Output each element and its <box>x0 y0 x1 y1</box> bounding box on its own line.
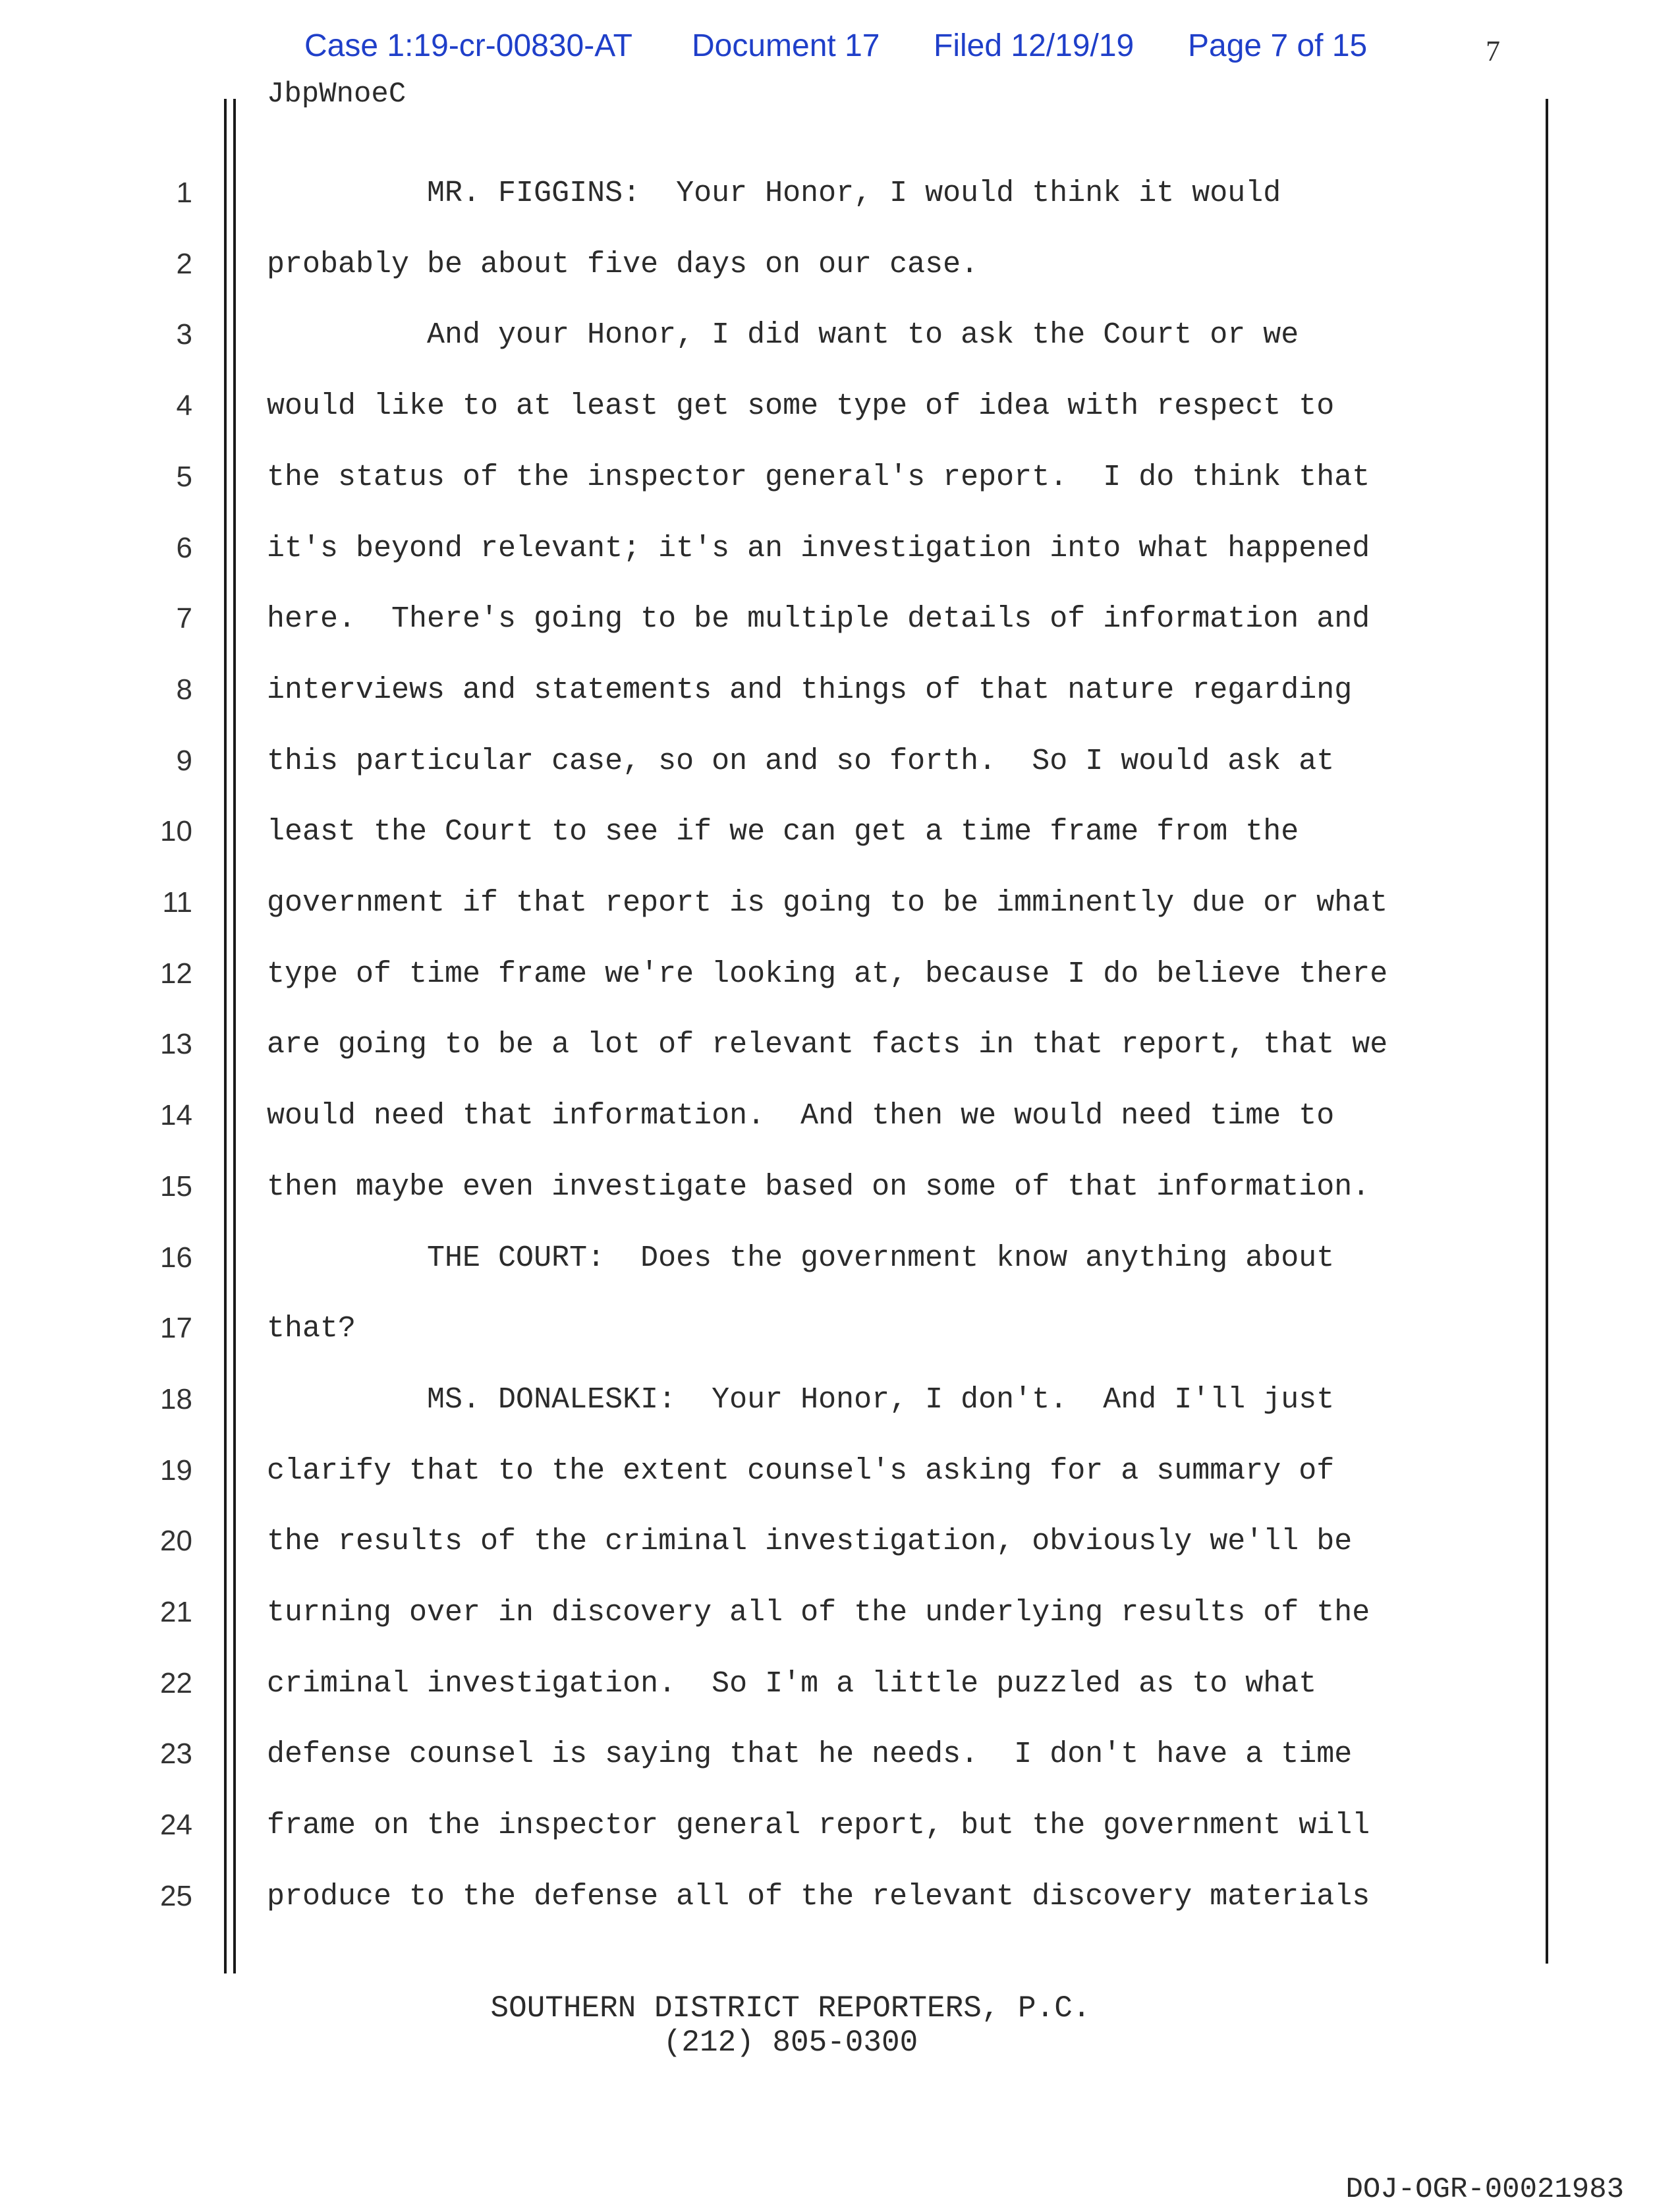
line-number: 12 <box>160 957 192 990</box>
line-number: 16 <box>160 1241 192 1274</box>
line-number: 25 <box>160 1880 192 1912</box>
line-number: 5 <box>176 461 192 493</box>
transcript-line: MS. DONALESKI: Your Honor, I don't. And I'll just <box>267 1383 1335 1417</box>
transcript-page-number: 7 <box>1486 35 1500 67</box>
right-margin-rule <box>1546 99 1548 1964</box>
reporter-name: SOUTHERN DISTRICT REPORTERS, P.C. <box>490 1991 1091 2026</box>
transcript-line: then maybe even investigate based on some of that information. <box>267 1170 1370 1204</box>
transcript-line: frame on the inspector general report, but the government will <box>267 1809 1370 1842</box>
left-margin-rule-outer <box>224 99 227 1973</box>
line-number: 11 <box>162 886 192 919</box>
line-number: 7 <box>176 602 192 635</box>
line-number: 15 <box>160 1170 192 1203</box>
transcript-line: are going to be a lot of relevant facts in that report, that we <box>267 1028 1388 1062</box>
bates-number: DOJ-OGR-00021983 <box>1345 2173 1624 2206</box>
line-number: 4 <box>176 389 192 422</box>
line-number: 14 <box>160 1099 192 1131</box>
line-number: 23 <box>160 1738 192 1770</box>
transcript-line: it's beyond relevant; it's an investigation into what happened <box>267 532 1370 565</box>
transcript-line: probably be about five days on our case. <box>267 248 979 281</box>
transcript-line: the status of the inspector general's report. I do think that <box>267 461 1370 494</box>
line-number: 3 <box>176 318 192 351</box>
transcript-line: THE COURT: Does the government know anything about <box>267 1241 1335 1275</box>
transcript-line: that? <box>267 1312 356 1346</box>
line-number: 10 <box>160 815 192 847</box>
filed-date: Filed 12/19/19 <box>934 28 1134 63</box>
line-number: 24 <box>160 1809 192 1841</box>
transcript-line: produce to the defense all of the relevant discovery materials <box>267 1880 1370 1914</box>
transcript-line: defense counsel is saying that he needs. I don't have a time <box>267 1738 1353 1771</box>
reporter-phone: (212) 805-0300 <box>663 2026 918 2060</box>
line-number: 1 <box>176 177 192 209</box>
left-margin-rule-inner <box>233 99 236 1973</box>
line-number: 19 <box>160 1454 192 1487</box>
page-count: Page 7 of 15 <box>1188 28 1368 63</box>
transcript-line: here. There's going to be multiple details of information and <box>267 602 1370 636</box>
transcript-line: turning over in discovery all of the underlying results of the <box>267 1596 1370 1630</box>
transcript-line: government if that report is going to be imminently due or what <box>267 886 1388 920</box>
line-number: 9 <box>176 745 192 777</box>
line-number: 18 <box>160 1383 192 1415</box>
line-number: 17 <box>160 1312 192 1344</box>
line-number: 22 <box>160 1667 192 1699</box>
transcript-slug: JbpWnoeC <box>267 78 406 111</box>
transcript-line: the results of the criminal investigation, obviously we'll be <box>267 1525 1353 1558</box>
transcript-line: would need that information. And then we would need time to <box>267 1099 1335 1133</box>
transcript-line: clarify that to the extent counsel's asking for a summary of <box>267 1454 1335 1488</box>
transcript-line: And your Honor, I did want to ask the Court or we <box>267 318 1299 352</box>
line-number: 2 <box>176 248 192 280</box>
transcript-line: least the Court to see if we can get a time frame from the <box>267 815 1299 849</box>
line-number: 13 <box>160 1028 192 1060</box>
line-number: 8 <box>176 673 192 706</box>
transcript-line: type of time frame we're looking at, because I do believe there <box>267 957 1388 991</box>
filing-header <box>0 28 1680 74</box>
document-number: Document 17 <box>692 28 880 63</box>
transcript-line: criminal investigation. So I'm a little puzzled as to what <box>267 1667 1317 1701</box>
transcript-line: this particular case, so on and so forth. So I would ask at <box>267 745 1335 778</box>
transcript-line: MR. FIGGINS: Your Honor, I would think it would <box>267 177 1281 210</box>
case-number: Case 1:19-cr-00830-AT <box>304 28 632 63</box>
line-number: 21 <box>160 1596 192 1628</box>
transcript-line: would like to at least get some type of idea with respect to <box>267 389 1335 423</box>
line-number: 20 <box>160 1525 192 1557</box>
line-number: 6 <box>176 532 192 564</box>
transcript-line: interviews and statements and things of that nature regarding <box>267 673 1353 707</box>
